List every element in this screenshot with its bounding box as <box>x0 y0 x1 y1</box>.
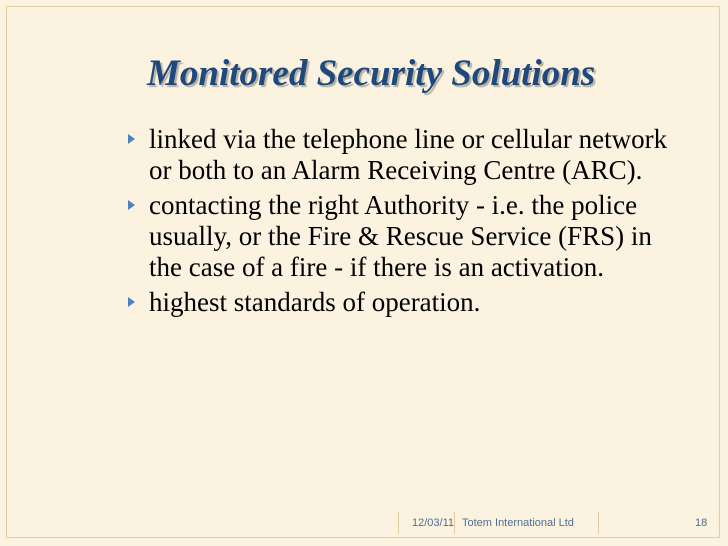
footer-company: Totem International Ltd <box>462 517 574 529</box>
bullet-arrow-icon <box>128 134 135 144</box>
bullet-text: linked via the telephone line or cellular network or both to an Alarm Receiving Centre (ARC). <box>149 124 668 185</box>
slide-title: Monitored Security Solutions <box>147 53 596 94</box>
bullet-list <box>128 124 688 322</box>
footer-divider <box>398 512 399 534</box>
footer-date: 12/03/11 <box>412 517 455 529</box>
bullet-arrow-icon <box>128 297 135 307</box>
bullet-item <box>128 124 688 186</box>
bullet-text: contacting the right Authority - i.e. the police usually, or the Fire & Rescue Service (FRS) in the case of a fire - if there is an activation. <box>149 190 652 282</box>
bullet-arrow-icon <box>128 200 135 210</box>
footer-page-number: 18 <box>695 517 708 529</box>
footer-divider <box>598 512 599 534</box>
bullet-text: highest standards of operation. <box>149 287 481 317</box>
bullet-item <box>128 190 688 283</box>
bullet-item <box>128 287 688 318</box>
footer-divider <box>454 512 455 534</box>
